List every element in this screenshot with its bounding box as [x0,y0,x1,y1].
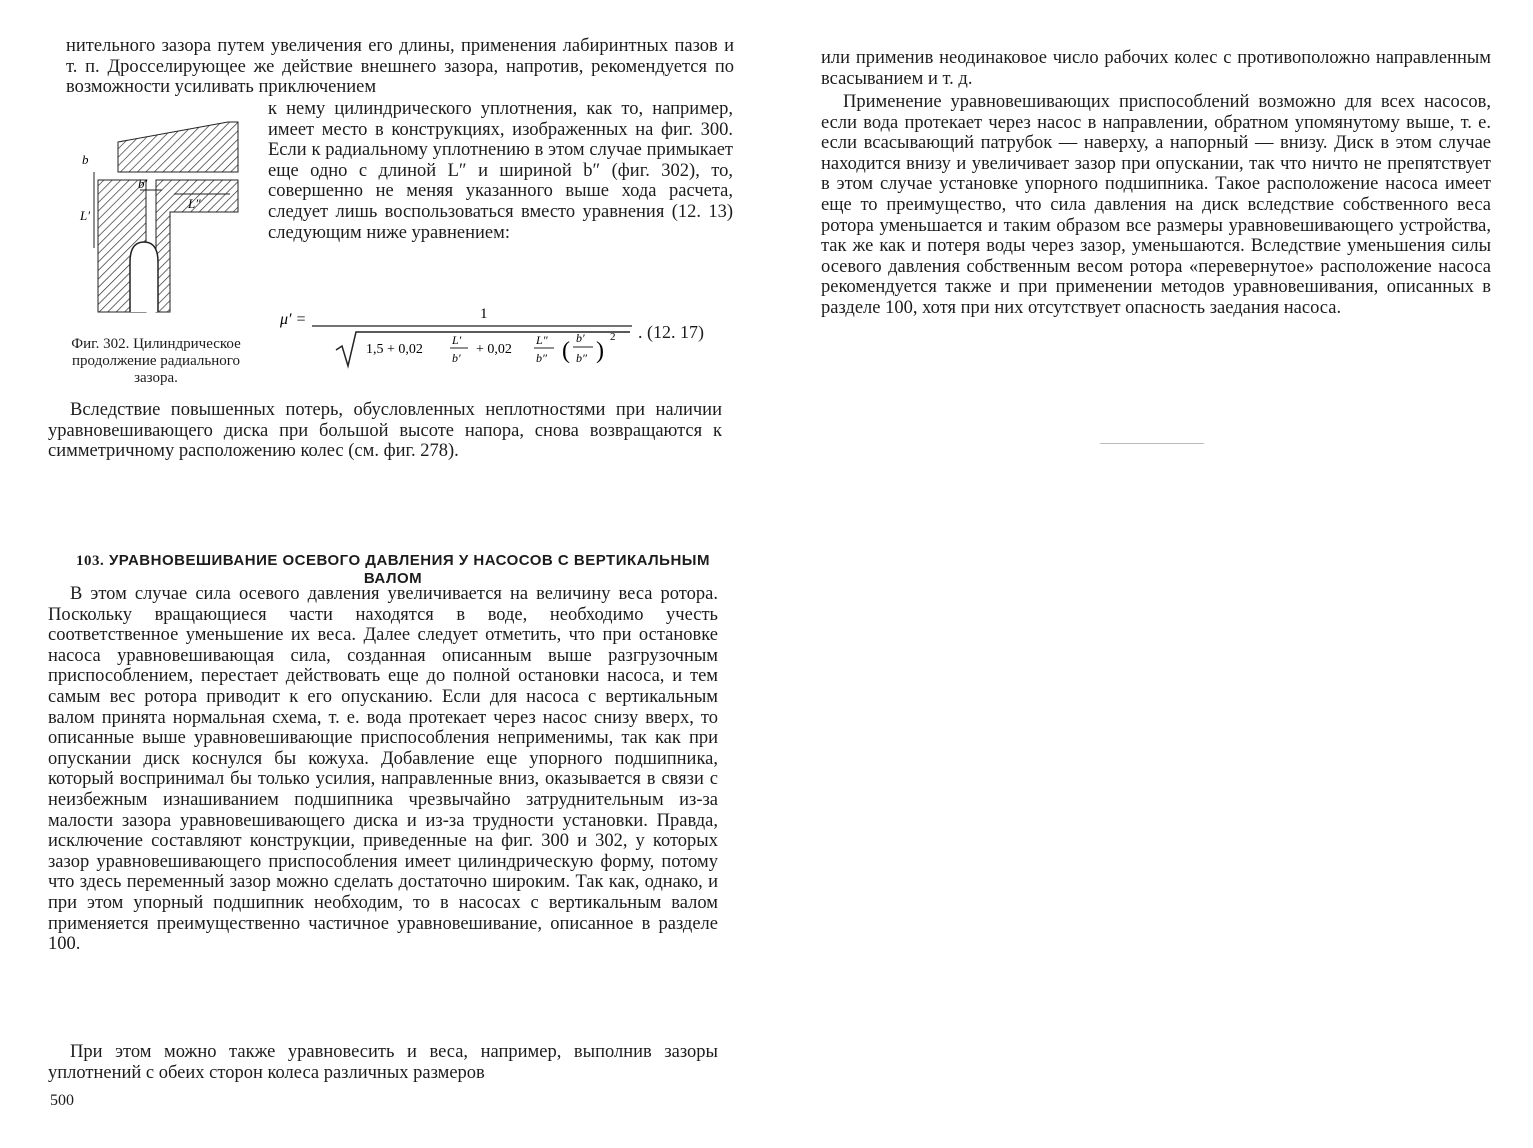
formula-numerator: 1 [480,306,488,322]
section-heading [68,552,718,587]
end-rule [1100,443,1204,444]
formula-plus: + 0,02 [476,342,512,357]
intro-paragraph: нительного зазора путем увеличения его длины, применения лабиринтных пазов и т. п. Дросселирующее же действие внешнего зазора, напротив, рекомендуется по возможности усиливать приключением [66,36,734,98]
right-paragraph-2: Применение уравновешивающих приспособлений возможно для всех насосов, если вода протекает через насос в направлении, обратном упомянутому выше, т. е. если всасывающий патрубок — наверху, а напорный — внизу. Диск в этом случае находится внизу и увеличивает зазор при опускании, так что ничто не препятствует в этом случае установке упорного подшипника. Такое расположение насоса имеет еще то преимущество, что сила давления на диск вследствие собственного веса ротора уменьшается и таким образом все размеры уравновешивающего устройства, так же как и потеря воды через зазор, уменьшаются. Вследствие уменьшения силы осевого давления собственным весом ротора «перевернутое» расположение насоса рекомендуется также и при применении методов уравновешивания, описанных в разделе 100, хотя при них отсутствует опасность заедания насоса. [821,92,1491,318]
right-page [766,0,1533,1148]
section-body-paragraph: В этом случае сила осевого давления увеличивается на величину веса ротора. Поскольку вращающиеся части находятся в воде, необходимо учесть соответственное уменьшение их веса. Далее следует отметить, что при остановке насоса уравновешивающая сила, созданная описанным выше разгрузочным приспособлением, перестает действовать еще до полной остановки насоса, и тем самым вес ротора приводит к его опусканию. Если для насоса с вертикальным валом принята нормальная схема, т. е. вода протекает через насос снизу вверх, то описанные выше уравновешивающие приспособления неприменимы, так как при опускании диск коснулся бы кожуха. Добавление еще упорного подшипника, который воспринимал бы только усилия, направленные вниз, оказывается в связи с неизбежным изнашиванием подшипника чрезвычайно затруднительным из-за малости зазора уравновешивающего диска и из-за трудности установки. Правда, исключение составляют конструкции, приведенные на фиг. 300 и 302, у которых зазор уравновешивающего приспособления имеет цилиндрическую форму, потому что здесь переменный зазор можно сделать достаточно широким. Так как, однако, и при этом упорный подшипник необходим, то в насосах с вертикальным валом применяется преимущественно частичное уравновешивание, описанное в разделе 100. [48,584,718,955]
label-l-dprime: L″ [188,196,201,211]
figure-302-drawing [78,112,248,324]
after-formula-paragraph: Вследствие повышенных потерь, обусловленных неплотностями при наличии уравновешивающего диска при большой высоте напора, снова возвращаются к симметричному расположению колес (см. фиг. 278). [48,400,722,462]
formula-exponent: 2 [610,331,616,343]
wrap-paragraph: к нему цилиндрического уплотнения, как то, например, имеет место в конструкциях, изображенных на фиг. 300. Если к радиальному уплотнению в этом случае примыкает еще одно с длиной L″ и шириной b″ (фиг. 302), то, совершенно не меняя указанного выше хода расчета, следует лишь воспользоваться вместо уравнения (12. 13) следующим ниже уравнением: [268,99,733,243]
frac3-num: b′ [576,331,585,345]
label-b-prime: b′ [138,176,148,191]
label-b: b [82,152,89,167]
right-paragraph-1: или применив неодинаковое число рабочих колес с противоположно направленным всасыванием и т. д. [821,48,1491,89]
figure-caption: Фиг. 302. Цилиндрическое продолжение радиального зазора. [71,336,241,386]
formula-number: . (12. 17) [638,322,704,342]
page-number: 500 [50,1092,74,1109]
left-page [0,0,760,1148]
section-body-paragraph-2: При этом можно также уравновесить и веса, например, выполнив зазоры уплотнений с обеих сторон колеса различных размеров [48,1042,718,1083]
section-number: 103. [76,553,105,569]
frac2-num: L″ [536,333,548,347]
label-l-prime: L′ [80,208,91,223]
frac1-den: b′ [452,351,461,365]
formula-lhs: μ′ = [280,311,307,328]
radicand-1: 1,5 + 0,02 [366,342,423,357]
frac3-den: b″ [576,351,587,365]
svg-text:(: ( [562,338,570,364]
frac2-den: b″ [536,351,547,365]
svg-text:): ) [596,338,604,364]
section-title: УРАВНОВЕШИВАНИЕ ОСЕВОГО ДАВЛЕНИЯ У НАСОСОВ С ВЕРТИКАЛЬНЫМ ВАЛОМ [108,552,710,587]
frac1-num: L′ [452,333,462,347]
